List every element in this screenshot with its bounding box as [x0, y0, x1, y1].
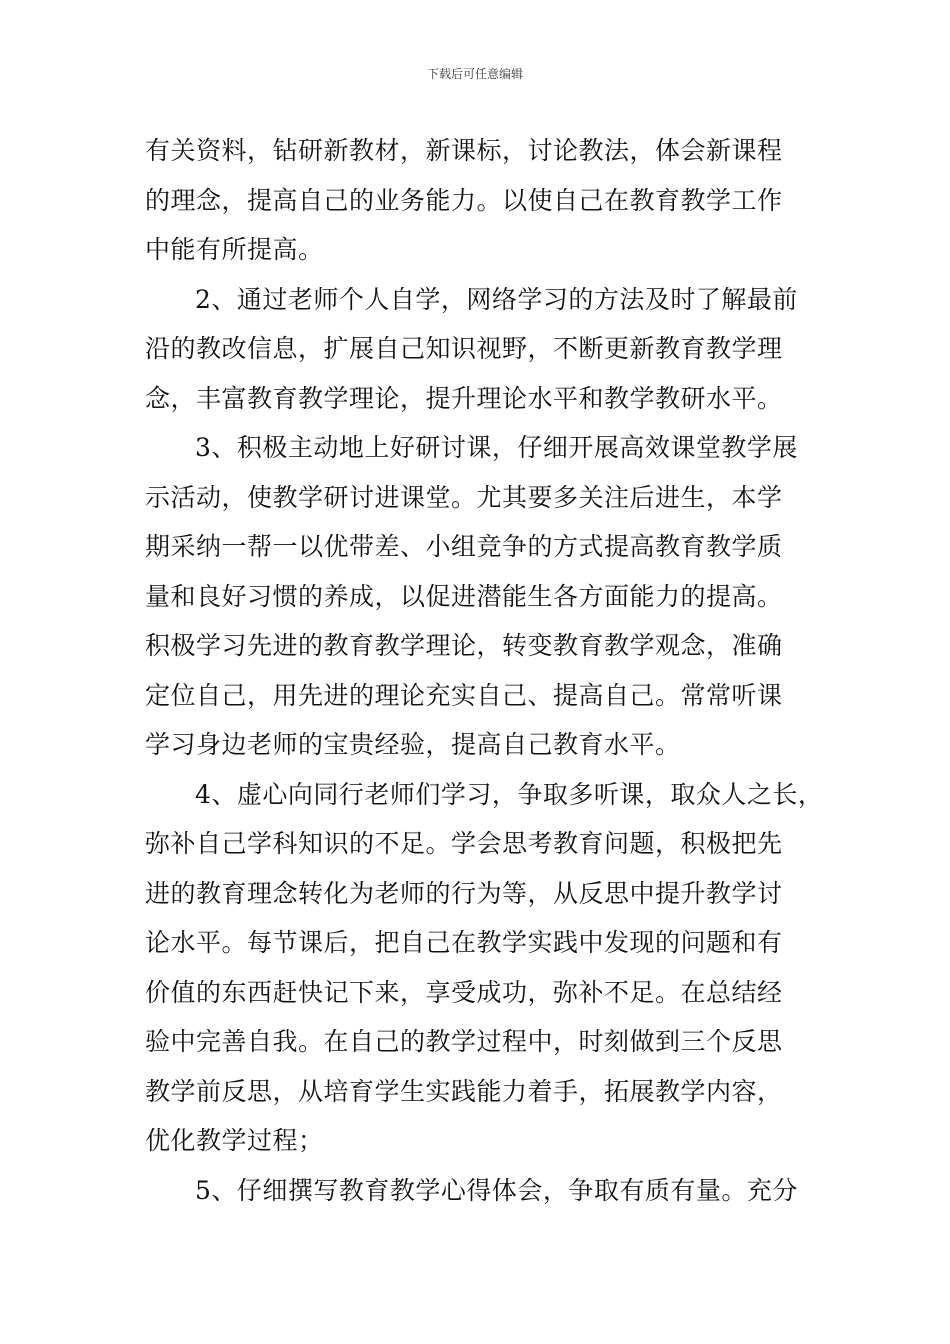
paragraph-first-line: 3、积极主动地上好研讨课，仔细开展高效课堂教学展	[195, 433, 798, 462]
paragraph-line: 示活动，使教学研讨进课堂。尤其要多关注后进生，本学	[145, 482, 783, 512]
paragraph-first-line: 5、仔细撰写教育教学心得体会，争取有质有量。充分	[195, 1175, 798, 1205]
paragraph-line: 定位自己，用先进的理论充实自己、提高自己。常常听课	[145, 680, 783, 710]
paragraph-line: 进的教育理念转化为老师的行为等，从反思中提升教学讨	[145, 878, 783, 908]
paragraph-line: 教学前反思，从培育学生实践能力着手，拓展教学内容，	[145, 1076, 783, 1106]
paragraph-line: 期采纳一帮一以优带差、小组竞争的方式提高教育教学质	[145, 532, 783, 561]
paragraph-line: 沿的教改信息，扩展自己知识视野，不断更新教育教学理	[145, 334, 783, 363]
paragraph-line: 有关资料，钻研新教材，新课标，讨论教法，体会新课程	[145, 136, 783, 165]
paragraph-line: 论水平。每节课后，把自己在教学实践中发现的问题和有	[145, 928, 783, 957]
paragraph-line: 优化教学过程；	[145, 1126, 324, 1155]
paragraph-line: 积极学习先进的教育教学理论，转变教育教学观念，准确	[145, 631, 783, 660]
document-body	[145, 126, 824, 1215]
paragraph-line: 价值的东西赶快记下来，享受成功，弥补不足。在总结经	[145, 977, 783, 1007]
paragraph-line: 的理念，提高自己的业务能力。以使自己在教育教学工作	[145, 185, 783, 215]
paragraph-first-line: 4、虚心向同行老师们学习，争取多听课，取众人之长，	[195, 779, 824, 809]
paragraph-line: 学习身边老师的宝贵经验，提高自己教育水平。	[145, 730, 681, 759]
paragraph-line: 弥补自己学科知识的不足。学会思考教育问题，积极把先	[145, 829, 783, 858]
paragraph-first-line: 2、通过老师个人自学，网络学习的方法及时了解最前	[195, 284, 798, 314]
page-header: 下载后可任意编辑	[426, 67, 523, 81]
paragraph-line: 念，丰富教育教学理论，提升理论水平和教学教研水平。	[145, 383, 783, 413]
paragraph-line: 验中完善自我。在自己的教学过程中，时刻做到三个反思	[145, 1027, 783, 1056]
paragraph-line: 中能有所提高。	[145, 235, 324, 264]
paragraph-line: 量和良好习惯的养成，以促进潜能生各方面能力的提高。	[145, 581, 783, 611]
